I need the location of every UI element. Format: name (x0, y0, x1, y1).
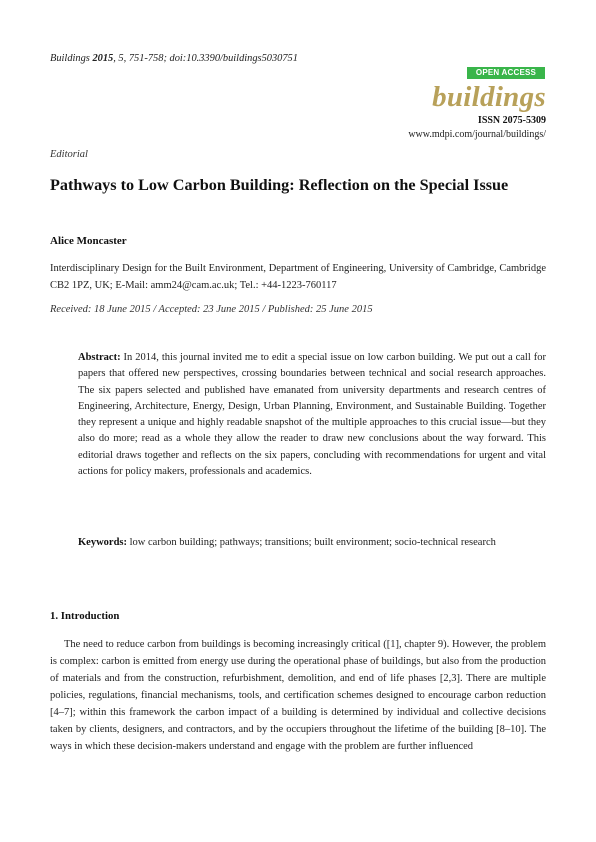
article-type: Editorial (50, 149, 88, 160)
keywords-text: low carbon building; pathways; transitions; built environment; socio-technical research (127, 537, 496, 548)
journal-url[interactable]: www.mdpi.com/journal/buildings/ (408, 129, 546, 140)
open-access-badge: OPEN ACCESS (467, 67, 545, 79)
author-name: Alice Moncaster (50, 235, 127, 247)
journal-short: Buildings (50, 53, 90, 64)
article-title: Pathways to Low Carbon Building: Reflection on the Special Issue (50, 176, 509, 194)
keywords-label: Keywords: (78, 537, 127, 548)
abstract-label: Abstract: (78, 352, 121, 363)
publication-dates: Received: 18 June 2015 / Accepted: 23 June 2015 / Published: 25 June 2015 (50, 304, 373, 315)
citation-details: , 5, 751-758; doi:10.3390/buildings5030751 (113, 53, 298, 64)
citation-year: 2015 (92, 53, 114, 64)
author-affiliation: Interdisciplinary Design for the Built Environment, Department of Engineering, University of Cambridge, Cambridge CB2 1PZ, UK; E-Mail: amm24@cam.ac.uk; Tel.: +44-1223-760117 (50, 263, 546, 291)
journal-logo: buildings (432, 81, 546, 113)
citation-line (50, 53, 298, 64)
abstract-text: In 2014, this journal invited me to edit a special issue on low carbon building. We put out a call for papers that offered new perspectives, crossing boundaries between technical and social research approaches. The six papers selected and published have emanated from university departments and research centres of Engineering, Architecture, Energy, Design, Urban Planning, Environment, and Sustainable Building. Together they represent a unique and highly readable snapshot of the multiple approaches to this crucial issue—but they also do more; read as a whole they allow the reader to draw new conclusions about the way forward. This editorial draws together and reflects on the six papers, concluding with recommendations for urgent and vital actions for policy makers, professionals and academics. (78, 352, 546, 478)
introduction-paragraph: The need to reduce carbon from buildings is becoming increasingly critical ([1], chapter 9). However, the problem is complex: carbon is emitted from energy use during the operational phase of buildings, but also from the production of materials and from the construction, refurbishment, demolition, and end of life phases [2,3]. There are multiple policies, regulations, financial mechanisms, tools, and certification schemes designed to encourage carbon reduction [4–7]; within this framework the carbon impact of a building is determined by individual and collective decisions taken by clients, designers, and contractors, and by the occupiers throughout the lifetime of the building [8–10]. The ways in which these decision-makers understand and engage with the problem are further influenced (50, 639, 546, 752)
abstract (78, 350, 546, 480)
issn: ISSN 2075-5309 (477, 115, 546, 126)
keywords (78, 534, 546, 551)
section-heading-introduction: 1. Introduction (50, 610, 120, 622)
